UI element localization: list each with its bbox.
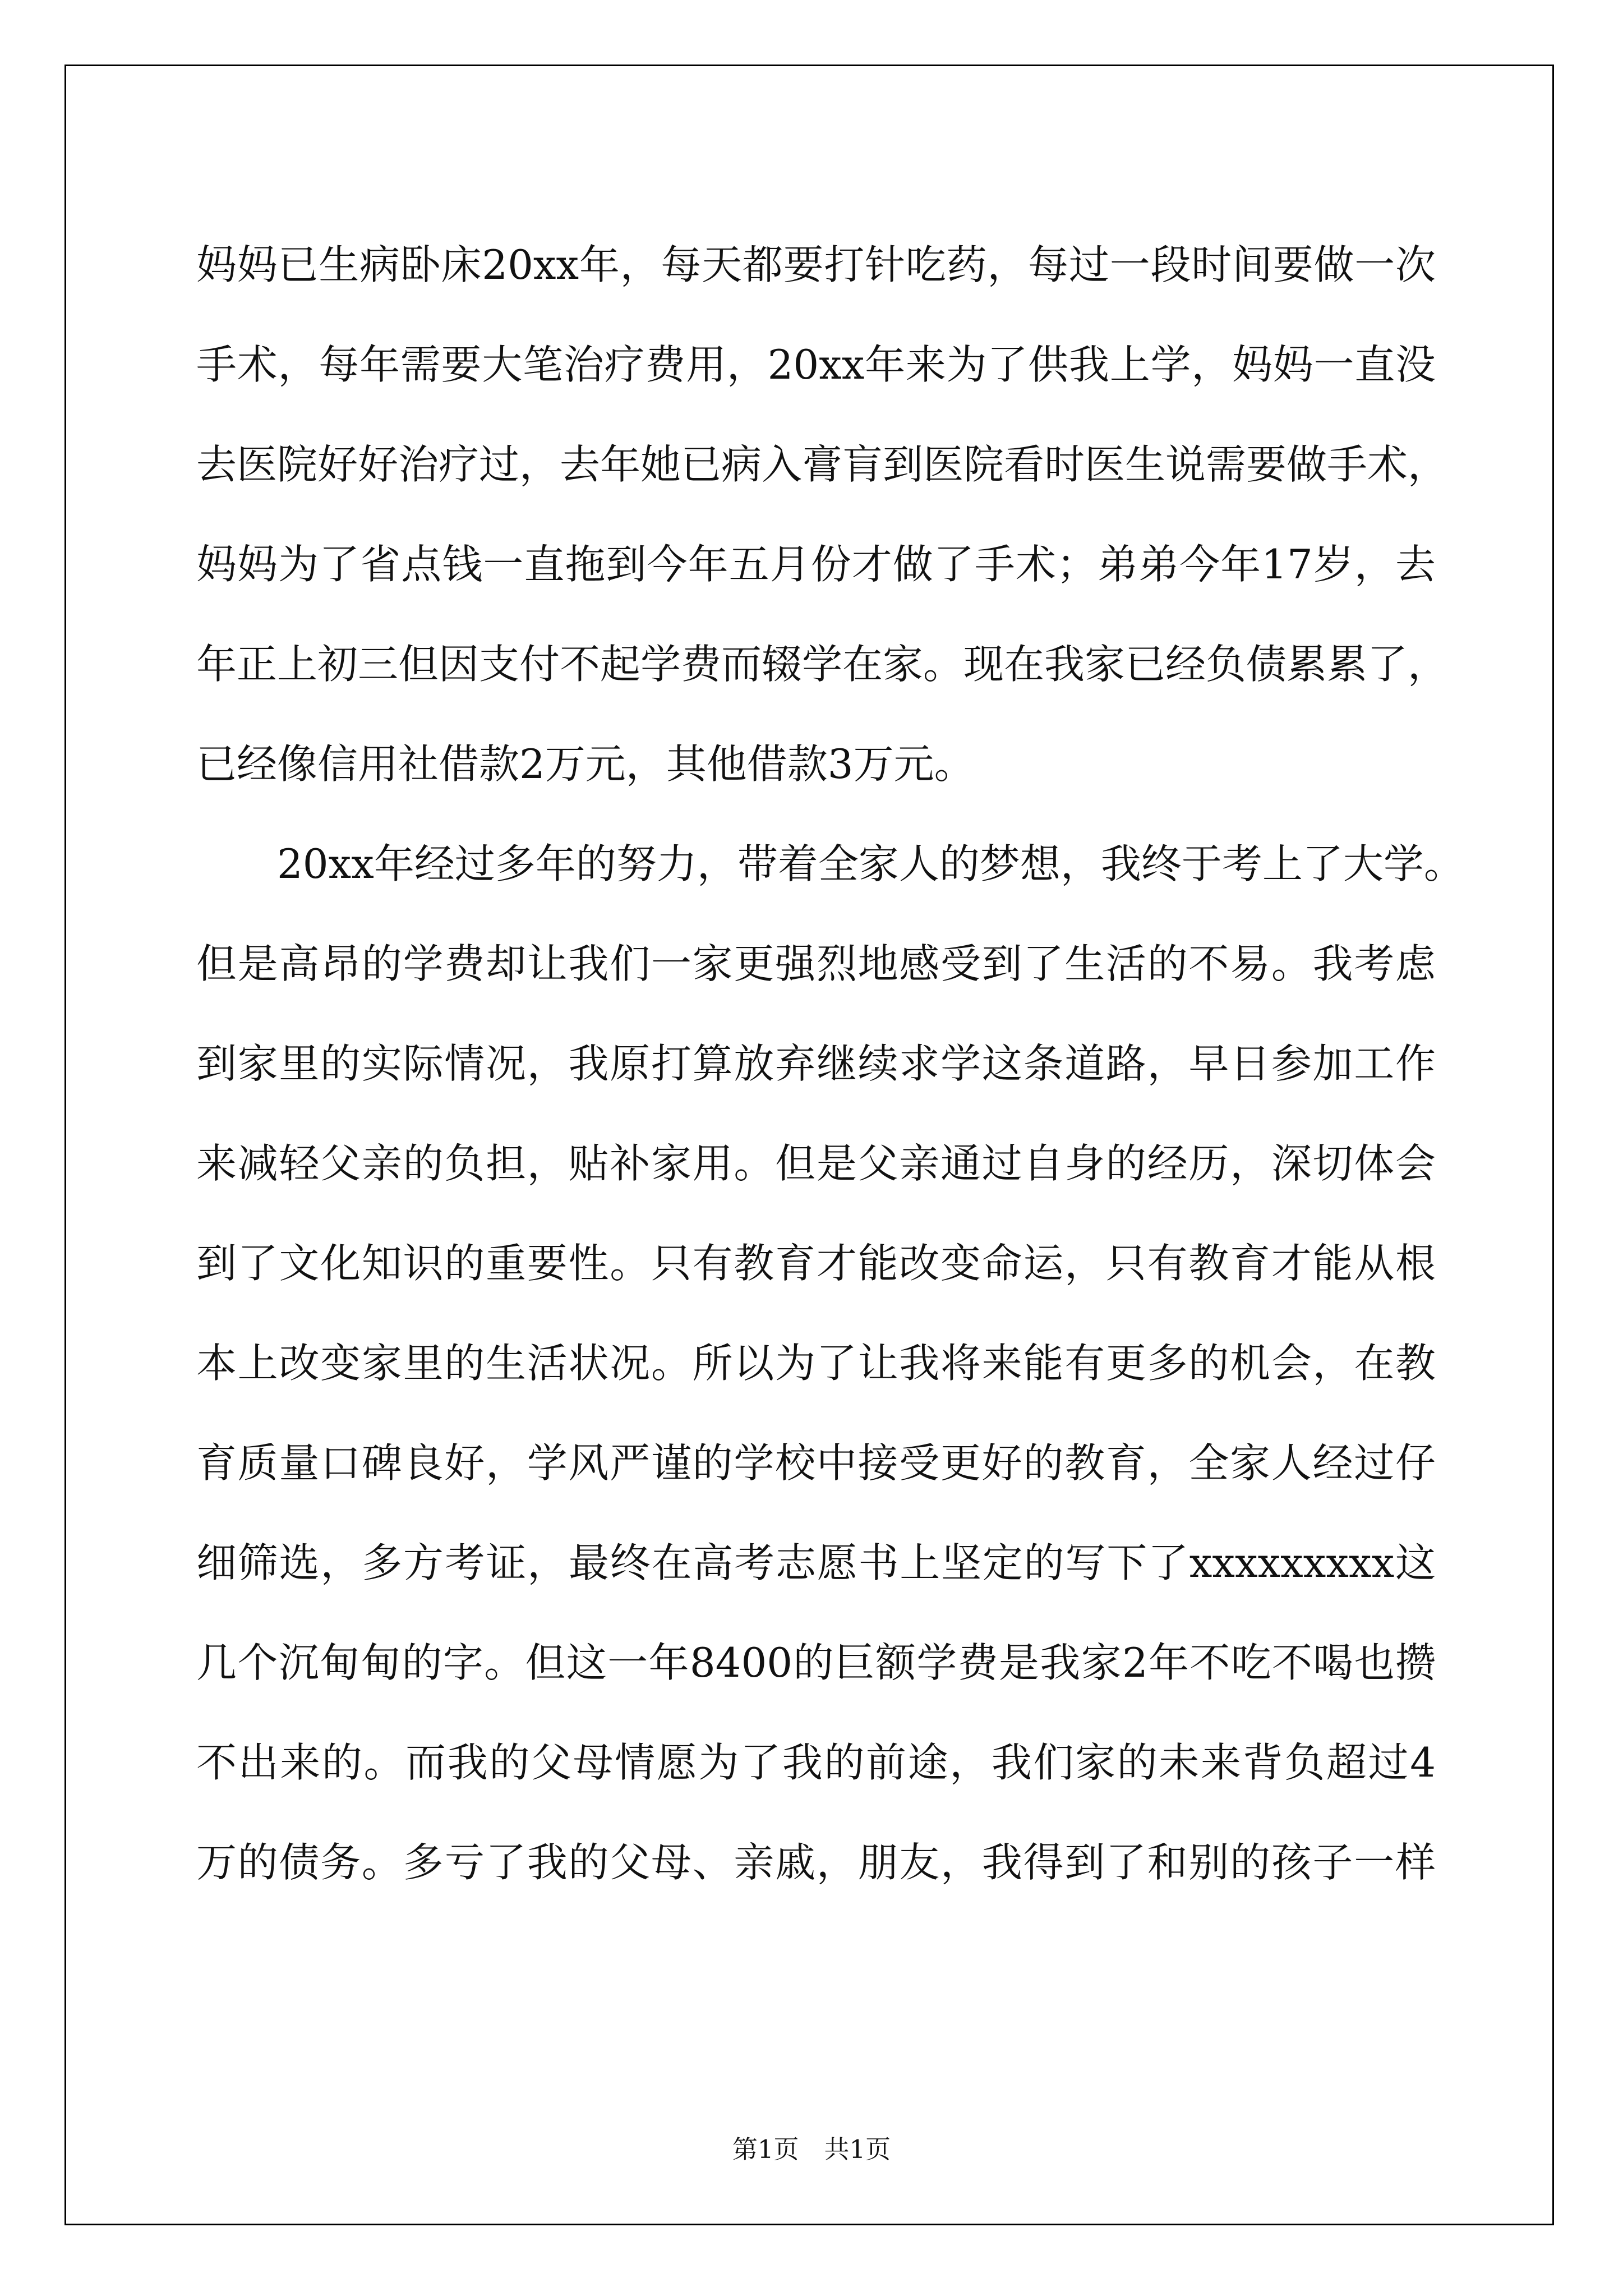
text-line: 来减轻父亲的负担，贴补家用。但是父亲通过自身的经历，深切体会 bbox=[196, 1140, 1436, 1187]
text-line: 妈妈已生病卧床20xx年，每天都要打针吃药，每过一段时间要做一次 bbox=[196, 241, 1436, 288]
document-body bbox=[196, 215, 1464, 1912]
text-line: 到家里的实际情况，我原打算放弃继续求学这条道路，早日参加工作 bbox=[196, 1040, 1436, 1087]
text-line: 已经像信用社借款2万元，其他借款3万元。 bbox=[196, 740, 975, 788]
text-line: 手术，每年需要大笔治疗费用，20xx年来为了供我上学，妈妈一直没 bbox=[196, 341, 1436, 388]
text-line: 到了文化知识的重要性。只有教育才能改变命运，只有教育才能从根 bbox=[196, 1240, 1436, 1287]
text-line: 本上改变家里的生活状况。所以为了让我将来能有更多的机会，在教 bbox=[196, 1340, 1436, 1387]
page-footer: 第1页 共1页 bbox=[732, 2134, 891, 2164]
text-line: 万的债务。多亏了我的父母、亲戚，朋友，我得到了和别的孩子一样 bbox=[196, 1839, 1436, 1886]
text-line: 去医院好好治疗过，去年她已病入膏肓到医院看时医生说需要做手术， bbox=[196, 441, 1449, 488]
text-line: 几个沉甸甸的字。但这一年8400的巨额学费是我家2年不吃不喝也攒 bbox=[196, 1639, 1436, 1686]
text-line: 育质量口碑良好，学风严谨的学校中接受更好的教育，全家人经过仔 bbox=[196, 1439, 1436, 1487]
text-line: 但是高昂的学费却让我们一家更强烈地感受到了生活的不易。我考虑 bbox=[196, 940, 1436, 987]
text-line: 不出来的。而我的父母情愿为了我的前途，我们家的未来背负超过4 bbox=[196, 1739, 1436, 1786]
text-line: 细筛选，多方考证，最终在高考志愿书上坚定的写下了xxxxxxxxx这 bbox=[196, 1539, 1436, 1586]
paragraph-first-line: 20xx年经过多年的努力，带着全家人的梦想，我终于考上了大学。 bbox=[277, 840, 1464, 887]
text-line: 年正上初三但因支付不起学费而辍学在家。现在我家已经负债累累了， bbox=[196, 641, 1449, 688]
text-line: 妈妈为了省点钱一直拖到今年五月份才做了手术；弟弟今年17岁，去 bbox=[196, 541, 1436, 588]
